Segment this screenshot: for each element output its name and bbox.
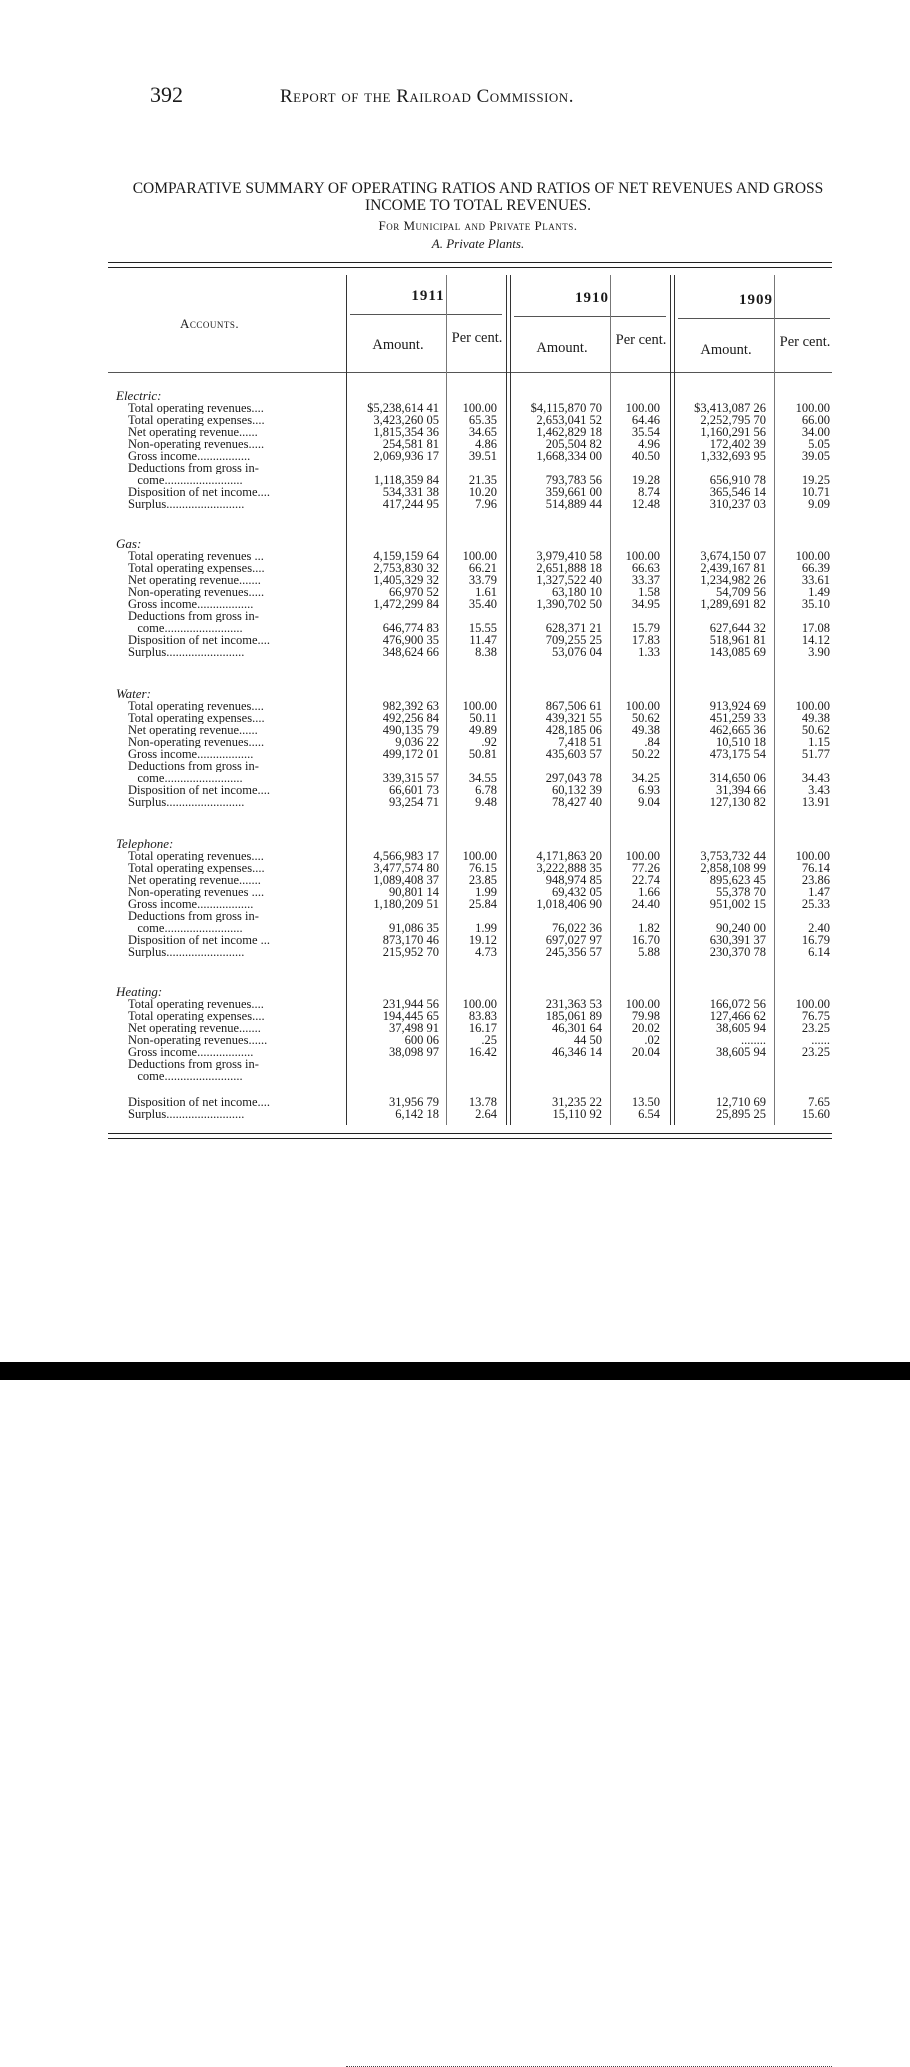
percent-header-1911: Per cent.: [451, 330, 503, 346]
table-row: Non-operating revenues..... 9,036 22 .92 7,418 51 .84 10,510 18 1.15: [128, 735, 830, 749]
section-title: Water:: [116, 686, 151, 701]
table-row: Net operating revenue....... 1,089,408 37 23.85 948,974 85 22.74 895,623 45 23.86: [128, 873, 830, 887]
section-title: Gas:: [116, 536, 142, 551]
table-row: Total operating expenses.... 2,753,830 32 66.21 2,651,888 18 66.63 2,439,167 81 66.39: [128, 561, 830, 575]
table-row: Disposition of net income ... 873,170 46 19.12 697,027 97 16.70 630,391 37 16.79: [128, 933, 830, 947]
table-row: Total operating revenues.... 4,566,983 17 100.00 4,171,863 20 100.00 3,753,732 44 100.00: [128, 849, 830, 863]
amount-header-1910: Amount.: [536, 340, 588, 356]
table-row: Disposition of net income.... 534,331 38 10.20 359,661 00 8.74 365,546 14 10.71: [128, 485, 830, 499]
table-subtitle-italic: A. Private Plants.: [431, 236, 525, 251]
year-underline-1909: [678, 318, 830, 319]
table-row: Non-operating revenues .... 90,801 14 1.99 69,432 05 1.66 55,378 70 1.47: [128, 885, 830, 899]
table-row: Deductions from gross in-: [128, 610, 259, 622]
table-row: Deductions from gross in-: [128, 910, 259, 922]
table-row: Net operating revenue...... 490,135 79 49.89 428,185 06 49.38 462,665 36 50.62: [128, 723, 830, 737]
year-underline-1911: [350, 314, 502, 315]
running-head: Report of the Railroad Commission.: [280, 86, 574, 107]
table-row: Net operating revenue....... 37,498 91 16.17 46,301 64 20.02 38,605 94 23.25: [128, 1021, 830, 1035]
bottom-rule-inner: [108, 1133, 832, 1134]
table-row: Total operating revenues.... $5,238,614 41 100.00 $4,115,870 70 100.00 $3,413,087 26 100.00: [128, 401, 830, 415]
table-title: COMPARATIVE SUMMARY OF OPERATING RATIOS AND RATIOS OF NET REVENUES AND GROSS INCOME TO TOTAL REVENUES.: [132, 180, 824, 214]
table-row: come......................... 91,086 35 1.99 76,022 36 1.82 90,240 00 2.40: [128, 921, 830, 935]
table-row: Deductions from gross in-: [128, 1058, 259, 1070]
table-row: come......................... 1,118,359 84 21.35 793,783 56 19.28 656,910 78 19.25: [128, 473, 830, 487]
table-row: Surplus......................... 93,254 71 9.48 78,427 40 9.04 127,130 82 13.91: [128, 795, 830, 809]
accounts-header: Accounts.: [180, 316, 240, 331]
year-underline-1910: [514, 316, 666, 317]
percent-header-1909: Per cent.: [779, 334, 831, 350]
table-row: Disposition of net income.... 476,900 35 11.47 709,255 25 17.83 518,961 81 14.12: [128, 633, 830, 647]
table-row: Non-operating revenues..... 66,970 52 1.61 63,180 10 1.58 54,709 56 1.49: [128, 585, 830, 599]
table-row: come......................... 339,315 57 34.55 297,043 78 34.25 314,650 06 34.43: [128, 771, 830, 785]
table-row: Total operating revenues ... 4,159,159 64 100.00 3,979,410 58 100.00 3,674,150 07 100.00: [128, 549, 830, 563]
table-row: Deductions from gross in-: [128, 462, 259, 474]
table-row: come......................... 646,774 83 15.55 628,371 21 15.79 627,644 32 17.08: [128, 621, 830, 635]
table-row: Gross income.................. 38,098 97 16.42 46,346 14 20.04 38,605 94 23.25: [128, 1045, 830, 1059]
percent-header-1910: Per cent.: [615, 332, 667, 348]
amount-header-1911: Amount.: [372, 337, 424, 353]
table-row: Non-operating revenues...... 600 06 .25 44 50 .02 ........ ......: [128, 1033, 830, 1047]
table-row: Total operating expenses.... 194,445 65 83.83 185,061 89 79.98 127,466 62 76.75: [128, 1009, 830, 1023]
top-rule: [108, 262, 832, 263]
table-row: Surplus......................... 348,624 66 8.38 53,076 04 1.33 143,085 69 3.90: [128, 645, 830, 659]
table-row: Disposition of net income.... 31,956 79 13.78 31,235 22 13.50 12,710 69 7.65: [128, 1095, 830, 1109]
table-row: Surplus......................... 6,142 18 2.64 15,110 92 6.54 25,895 25 15.60: [128, 1107, 830, 1121]
top-rule-inner: [108, 267, 832, 268]
bottom-rule: [108, 1138, 832, 1139]
table-row: Gross income.................. 499,172 01 50.81 435,603 57 50.22 473,175 54 51.77: [128, 747, 830, 761]
table-row: Total operating revenues.... 231,944 56 100.00 231,363 53 100.00 166,072 56 100.00: [128, 997, 830, 1011]
table-row: Gross income.................. 1,180,209 51 25.84 1,018,406 90 24.40 951,002 15 25.33: [128, 897, 830, 911]
table-row: Net operating revenue...... 1,815,354 36 34.65 1,462,829 18 35.54 1,160,291 56 34.00: [128, 425, 830, 439]
table-row: Gross income.................. 1,472,299 84 35.40 1,390,702 50 34.95 1,289,691 82 35.10: [128, 597, 830, 611]
amount-header-1909: Amount.: [700, 342, 752, 358]
year-header-1910: 1910: [575, 290, 609, 306]
section-title: Heating:: [116, 984, 163, 999]
year-header-1911: 1911: [411, 288, 445, 304]
table-row: Disposition of net income.... 66,601 73 6.78 60,132 39 6.93 31,394 66 3.43: [128, 783, 830, 797]
table-row: Net operating revenue....... 1,405,329 32 33.79 1,327,522 40 33.37 1,234,982 26 33.61: [128, 573, 830, 587]
table-subtitle: For Municipal and Private Plants.: [378, 218, 578, 233]
table-row: Surplus......................... 215,952 70 4.73 245,356 57 5.88 230,370 78 6.14: [128, 945, 830, 959]
table-row: Deductions from gross in-: [128, 760, 259, 772]
table-row: come.........................: [128, 1070, 243, 1082]
section-title: Electric:: [116, 388, 162, 403]
header-bottom-rule: [108, 372, 832, 373]
scan-border: [0, 1362, 910, 1380]
table-row: Gross income................. 2,069,936 17 39.51 1,668,334 00 40.50 1,332,693 95 39.05: [128, 449, 830, 463]
page-number: 392: [150, 82, 183, 107]
table-row: Surplus......................... 417,244 95 7.96 514,889 44 12.48 310,237 03 9.09: [128, 497, 830, 511]
table-row: Total operating expenses.... 3,423,260 05 65.35 2,653,041 52 64.46 2,252,795 70 66.00: [128, 413, 830, 427]
year-header-1909: 1909: [739, 292, 773, 308]
table-row: Non-operating revenues..... 254,581 81 4.86 205,504 82 4.96 172,402 39 5.05: [128, 437, 830, 451]
table-row: Total operating expenses.... 492,256 84 50.11 439,321 55 50.62 451,259 33 49.38: [128, 711, 830, 725]
table-row: Total operating revenues.... 982,392 63 100.00 867,506 61 100.00 913,924 69 100.00: [128, 699, 830, 713]
section-title: Telephone:: [116, 836, 174, 851]
table-row: Total operating expenses.... 3,477,574 80 76.15 3,222,888 35 77.26 2,858,108 99 76.14: [128, 861, 830, 875]
